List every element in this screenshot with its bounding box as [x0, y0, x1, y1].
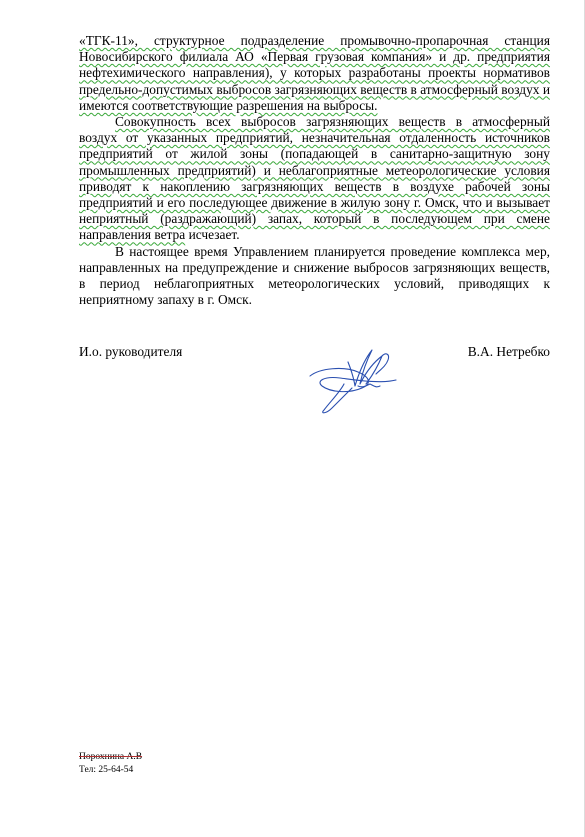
executor-footer — [79, 751, 142, 777]
paragraph-1-text: «ТГК-11», структурное подразделение промывочно-пропарочная станция Новосибирского филиала АО «Первая грузовая компания» и др. предприятия нефтехимического направления), у которых разработаны проекты нормативов предельно-допустимых выбросов загрязняющих веществ в атмосферный воздух и имеются соответствующие разрешения на выбросы. — [79, 33, 550, 113]
executor-name: Порохнина А.В — [79, 752, 143, 762]
executor-phone: Тел: 25-64-54 — [79, 765, 134, 775]
paragraph-2-text: Совокупность всех выбросов загрязняющих веществ в атмосферный воздух от указанных предприятий, незначительная отдаленность источников предприятий от жилой зоны (попадающей в санитарно-защитную зону промышленных предприятий) и неблагоприятные метеорологические условия приводят к накоплению загрязняющих веществ в воздухе рабочей зоны предприятий и его последующее движение в жилую зону г. Омск, что и вызывает неприятный (раздражающий) запах, который в последующем при смене направления ветра — [79, 114, 550, 243]
paragraph-3-text: В настоящее время Управлением планируется проведение комплекса мер, направленных на предупреждение и снижение выбросов загрязняющих веществ, в период неблагоприятных метеорологических условий, приводящих к неприятному запаху в г. Омск. — [79, 243, 550, 308]
letter-body — [79, 33, 550, 308]
handwritten-signature — [300, 340, 420, 420]
paragraph-3 — [79, 244, 550, 309]
signer-position: И.о. руководителя — [79, 344, 183, 359]
paragraph-1 — [79, 33, 550, 114]
signer-name: В.А. Нетребко — [467, 344, 550, 359]
paragraph-2-tail: исчезает. — [188, 227, 240, 243]
paragraph-2 — [79, 114, 550, 244]
